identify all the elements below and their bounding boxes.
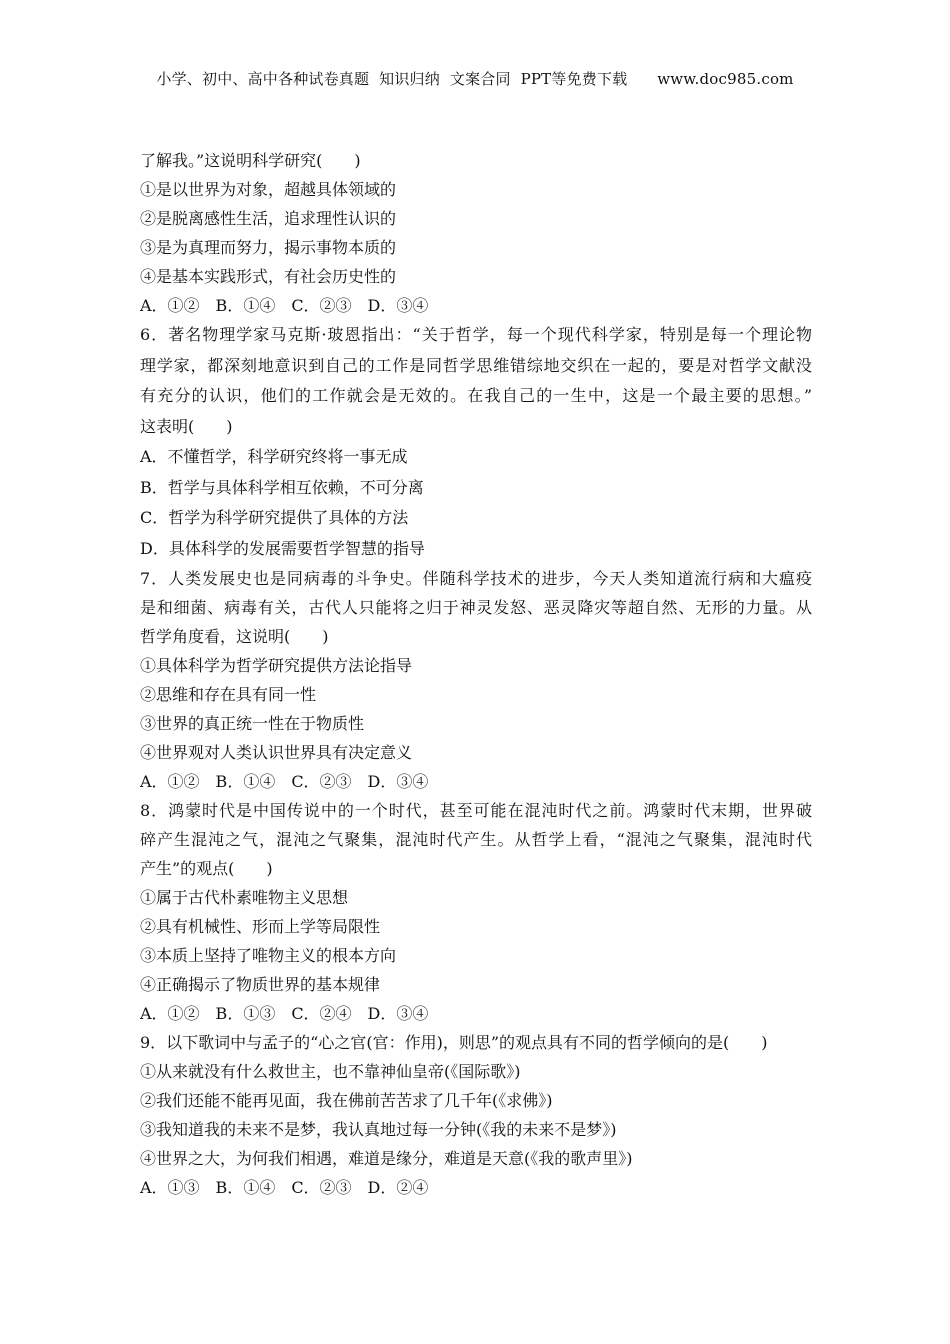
question-6-choice-a: A．不懂哲学，科学研究终将一事无成 — [140, 447, 408, 466]
question-8-stem-line-1: 8．鸿蒙时代是中国传说中的一个时代，甚至可能在混沌时代之前。鸿蒙时代末期，世界破 — [140, 801, 812, 820]
question-5-option-1: ①是以世界为对象，超越具体领域的 — [140, 180, 397, 199]
question-8-option-1: ①属于古代朴素唯物主义思想 — [140, 888, 349, 907]
question-7-stem-line-2: 是和细菌、病毒有关，古代人只能将之归于神灵发怒、恶灵降灾等超自然、无形的力量。从 — [140, 598, 812, 617]
question-7-option-1: ①具体科学为哲学研究提供方法论指导 — [140, 656, 413, 675]
exam-content — [140, 146, 812, 1202]
question-7-answers: A．①② B．①④ C．②③ D．③④ — [140, 772, 429, 791]
question-7-option-3: ③世界的真正统一性在于物质性 — [140, 714, 365, 733]
question-8-stem-line-3: 产生”的观点( ) — [140, 859, 273, 878]
question-9-option-2: ②我们还能不能再见面，我在佛前苦苦求了几千年(《求佛》) — [140, 1091, 553, 1110]
question-9-option-4: ④世界之大，为何我们相遇，难道是缘分，难道是天意(《我的歌声里》) — [140, 1149, 633, 1168]
question-5-option-2: ②是脱离感性生活，追求理性认识的 — [140, 209, 397, 228]
question-5-stem: 了解我。”这说明科学研究( ) — [140, 151, 361, 170]
question-6-stem-line-3: 有充分的认识，他们的工作就会是无效的。在我自己的一生中，这是一个最主要的思想。” — [140, 386, 812, 405]
page-header: 小学、初中、高中各种试卷真题 知识归纳 文案合同 PPT等免费下载 www.doc985.com — [156, 70, 794, 88]
question-5-answers: A．①② B．①④ C．②③ D．③④ — [140, 296, 429, 315]
question-7-stem-line-1: 7．人类发展史也是同病毒的斗争史。伴随科学技术的进步，今天人类知道流行病和大瘟疫 — [140, 569, 812, 588]
question-6-stem-line-1: 6．著名物理学家马克斯·玻恩指出：“关于哲学，每一个现代科学家，特别是每一个理论物 — [140, 325, 812, 344]
question-6-choice-d: D．具体科学的发展需要哲学智慧的指导 — [140, 538, 425, 558]
question-6-choice-c: C．哲学为科学研究提供了具体的方法 — [140, 508, 409, 527]
question-5-option-4: ④是基本实践形式，有社会历史性的 — [140, 267, 397, 286]
question-9 — [140, 1028, 812, 1202]
question-8-option-4: ④正确揭示了物质世界的基本规律 — [140, 975, 381, 994]
question-6 — [140, 320, 812, 564]
question-8 — [140, 796, 812, 1028]
question-5-option-3: ③是为真理而努力，揭示事物本质的 — [140, 238, 397, 257]
question-6-stem-line-2: 理学家，都深刻地意识到自己的工作是同哲学思维错综地交织在一起的，要是对哲学文献没 — [140, 355, 812, 375]
question-6-stem-line-4: 这表明( ) — [140, 416, 233, 436]
question-7-option-2: ②思维和存在具有同一性 — [140, 685, 317, 704]
question-7-option-4: ④世界观对人类认识世界具有决定意义 — [140, 743, 413, 762]
question-8-option-2: ②具有机械性、形而上学等局限性 — [140, 917, 381, 936]
question-6-choice-b: B．哲学与具体科学相互依赖，不可分离 — [140, 477, 424, 497]
question-9-option-1: ①从来就没有什么救世主，也不靠神仙皇帝(《国际歌》) — [140, 1062, 521, 1081]
question-8-stem-line-2: 碎产生混沌之气，混沌之气聚集，混沌时代产生。从哲学上看，“混沌之气聚集，混沌时代 — [140, 830, 812, 849]
question-7-stem-line-3: 哲学角度看，这说明( ) — [140, 627, 329, 646]
question-5 — [140, 146, 812, 320]
question-9-stem: 9．以下歌词中与孟子的“心之官(官：作用)，则思”的观点具有不同的哲学倾向的是( ) — [140, 1033, 768, 1052]
question-8-option-3: ③本质上坚持了唯物主义的根本方向 — [140, 946, 397, 965]
question-9-answers: A．①③ B．①④ C．②③ D．②④ — [140, 1178, 429, 1197]
question-8-answers: A．①② B．①③ C．②④ D．③④ — [140, 1004, 429, 1023]
question-9-option-3: ③我知道我的未来不是梦，我认真地过每一分钟(《我的未来不是梦》) — [140, 1120, 617, 1139]
question-7 — [140, 564, 812, 796]
